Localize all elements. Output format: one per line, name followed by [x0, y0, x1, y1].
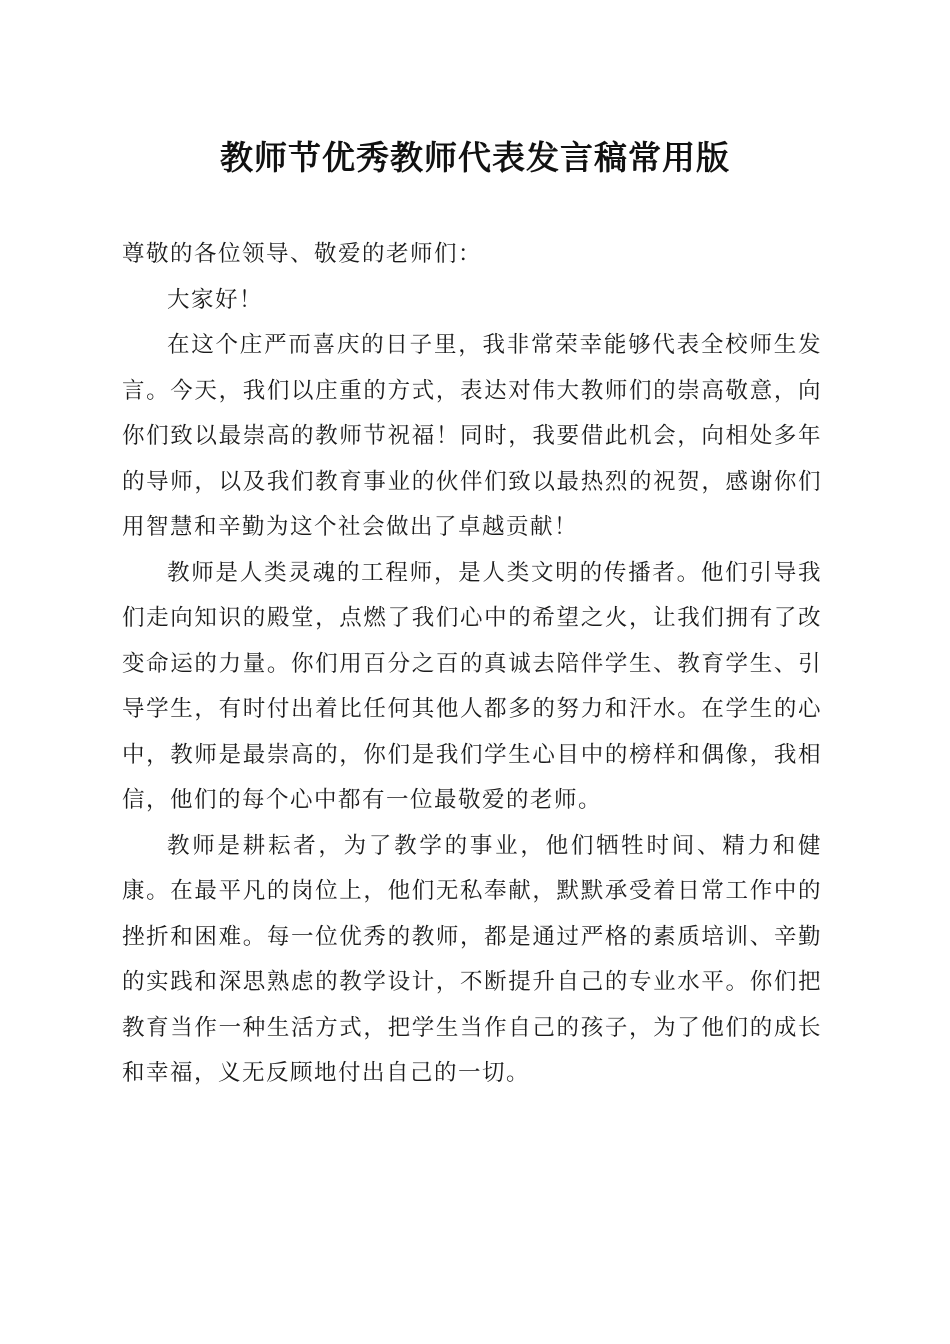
page-title: 教师节优秀教师代表发言稿常用版 — [220, 138, 730, 177]
paragraph: 教师是耕耘者，为了教学的事业，他们牺牲时间、精力和健康。在最平凡的岗位上，他们无私奉献，默默承受着日常工作中的挫折和困难。每一位优秀的教师，都是通过严格的素质培训、辛勤的实践和深思熟虑的教学设计，不断提升自己的专业水平。你们把教育当作一种生活方式，把学生当作自己的孩子，为了他们的成长和幸福，义无反顾地付出自己的一切。 — [122, 832, 822, 1086]
document-body — [122, 232, 822, 1097]
paragraph: 在这个庄严而喜庆的日子里，我非常荣幸能够代表全校师生发言。今天，我们以庄重的方式，表达对伟大教师们的崇高敬意，向你们致以最崇高的教师节祝福！同时，我要借此机会，向相处多年的导师，以及我们教育事业的伙伴们致以最热烈的祝贺，感谢你们用智慧和辛勤为这个社会做出了卓越贡献！ — [122, 332, 822, 540]
greeting: 大家好！ — [167, 286, 264, 313]
paragraph: 教师是人类灵魂的工程师，是人类文明的传播者。他们引导我们走向知识的殿堂，点燃了我们心中的希望之火，让我们拥有了改变命运的力量。你们用百分之百的真诚去陪伴学生、教育学生、引导学生，有时付出着比任何其他人都多的努力和汗水。在学生的心中，教师是最崇高的，你们是我们学生心目中的榜样和偶像，我相信，他们的每个心中都有一位最敬爱的老师。 — [122, 559, 822, 813]
salutation: 尊敬的各位领导、敬爱的老师们： — [122, 241, 483, 267]
